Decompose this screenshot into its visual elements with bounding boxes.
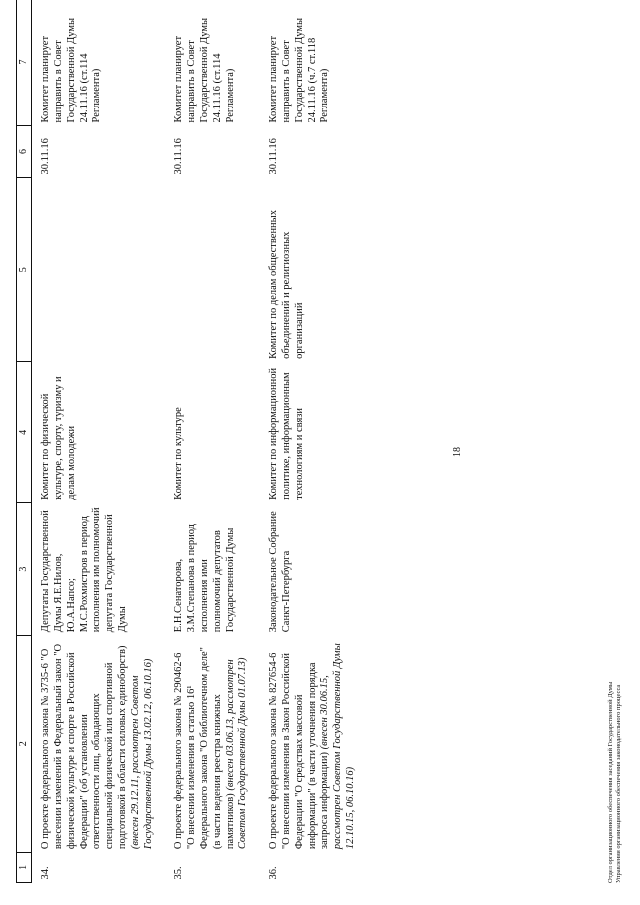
bill-body: "О внесении изменения в статью 16¹ Федерального закона "О библиотечном деле" (в части ведения реестра книжных памятников) — [186, 647, 236, 850]
table-row — [32, 0, 166, 883]
bill-authors: Депутаты Государственной Думы Я.Е.Нилов, Ю.А.Напсо; М.С.Рохмистров в период исполнения им полномочий депутата Государственной Думы — [40, 507, 128, 633]
footer-line: Отдел организационного обеспечения заседаний Государственной Думы — [607, 681, 614, 883]
bill-note: (внесен 03.06.13, рассмотрен Советом Государственной Думы 01.07.13) — [224, 657, 249, 850]
column-number: 1 — [17, 852, 32, 882]
bill-title: О проекте федерального закона № 3735-6 — [40, 663, 52, 850]
bill-date: 30.11.16 — [40, 138, 52, 175]
footer — [607, 682, 624, 883]
page-number: 18 — [452, 447, 463, 457]
bill-status: Комитет планирует направить в Совет Государственной Думы 24.11.16 (ст.114 Регламента) — [173, 17, 236, 123]
bills-table — [16, 0, 368, 883]
bill-status: Комитет планирует направить в Совет Государственной Думы 24.11.16 (ч.7 ст.118 Регламента) — [268, 17, 331, 123]
co-committee — [165, 178, 260, 362]
bill-status: Комитет планирует направить в Совет Государственной Думы 24.11.16 (ст.114 Регламента) — [40, 17, 103, 123]
bill-date: 30.11.16 — [173, 138, 185, 175]
table-row — [260, 0, 368, 883]
footer-line: Управления организационного обеспечения законодательного процесса — [615, 684, 623, 883]
column-number: 2 — [17, 635, 32, 852]
bill-date: 30.11.16 — [268, 138, 280, 175]
bill-title: О проекте федерального закона № 827654-6 — [268, 652, 280, 850]
row-number: 34. — [40, 866, 52, 880]
column-number: 6 — [17, 125, 32, 177]
co-committee — [32, 178, 166, 362]
column-number: 7 — [17, 0, 32, 125]
responsible-committee: Комитет по информационной политике, информационным технологиям и связи — [268, 367, 305, 500]
responsible-committee: Комитет по физической культуре, спорту, туризму и делам молодежи — [40, 376, 77, 500]
bill-description — [165, 635, 260, 852]
column-number: 4 — [17, 362, 32, 503]
bill-authors: Е.Н.Сенаторова, З.М.Степанова в период исполнения ими полномочий депутатов Государственной Думы — [173, 523, 236, 633]
bill-title: О проекте федерального закона № 290462-6 — [173, 652, 185, 850]
column-number: 3 — [17, 503, 32, 635]
bill-description — [260, 635, 368, 852]
table-row — [165, 0, 260, 883]
bill-note: (внесен 30.06.15, рассмотрен Советом Государственной Думы 12.10.15, 06.10.16) — [319, 643, 356, 850]
row-number: 36. — [268, 866, 280, 880]
bill-note: (внесен 29.12.11, рассмотрен Советом Государственной Думы 13.02.12, 06.10.16) — [129, 658, 154, 850]
bill-body: "О внесении изменений в Федеральный закон "О физической культуре и спорте в Российской Федерации" (об установлении ответственности лиц, обладающих специальной физической или спортивной подготовкой в области силовых единоборств) — [40, 643, 128, 850]
bill-body: "О внесении изменения в Закон Российской Федерации "О средствах массовой информации" (в части уточнения порядка запроса информации) — [280, 653, 331, 850]
bill-description — [32, 635, 166, 852]
column-number-row — [17, 0, 32, 883]
bill-authors: Законодательное Собрание Санкт-Петербурга — [268, 511, 292, 633]
column-number: 5 — [17, 178, 32, 362]
responsible-committee: Комитет по культуре — [173, 407, 185, 500]
row-number: 35. — [173, 866, 185, 880]
co-committee: Комитет по делам общественных объединений и религиозных организаций — [268, 210, 305, 359]
